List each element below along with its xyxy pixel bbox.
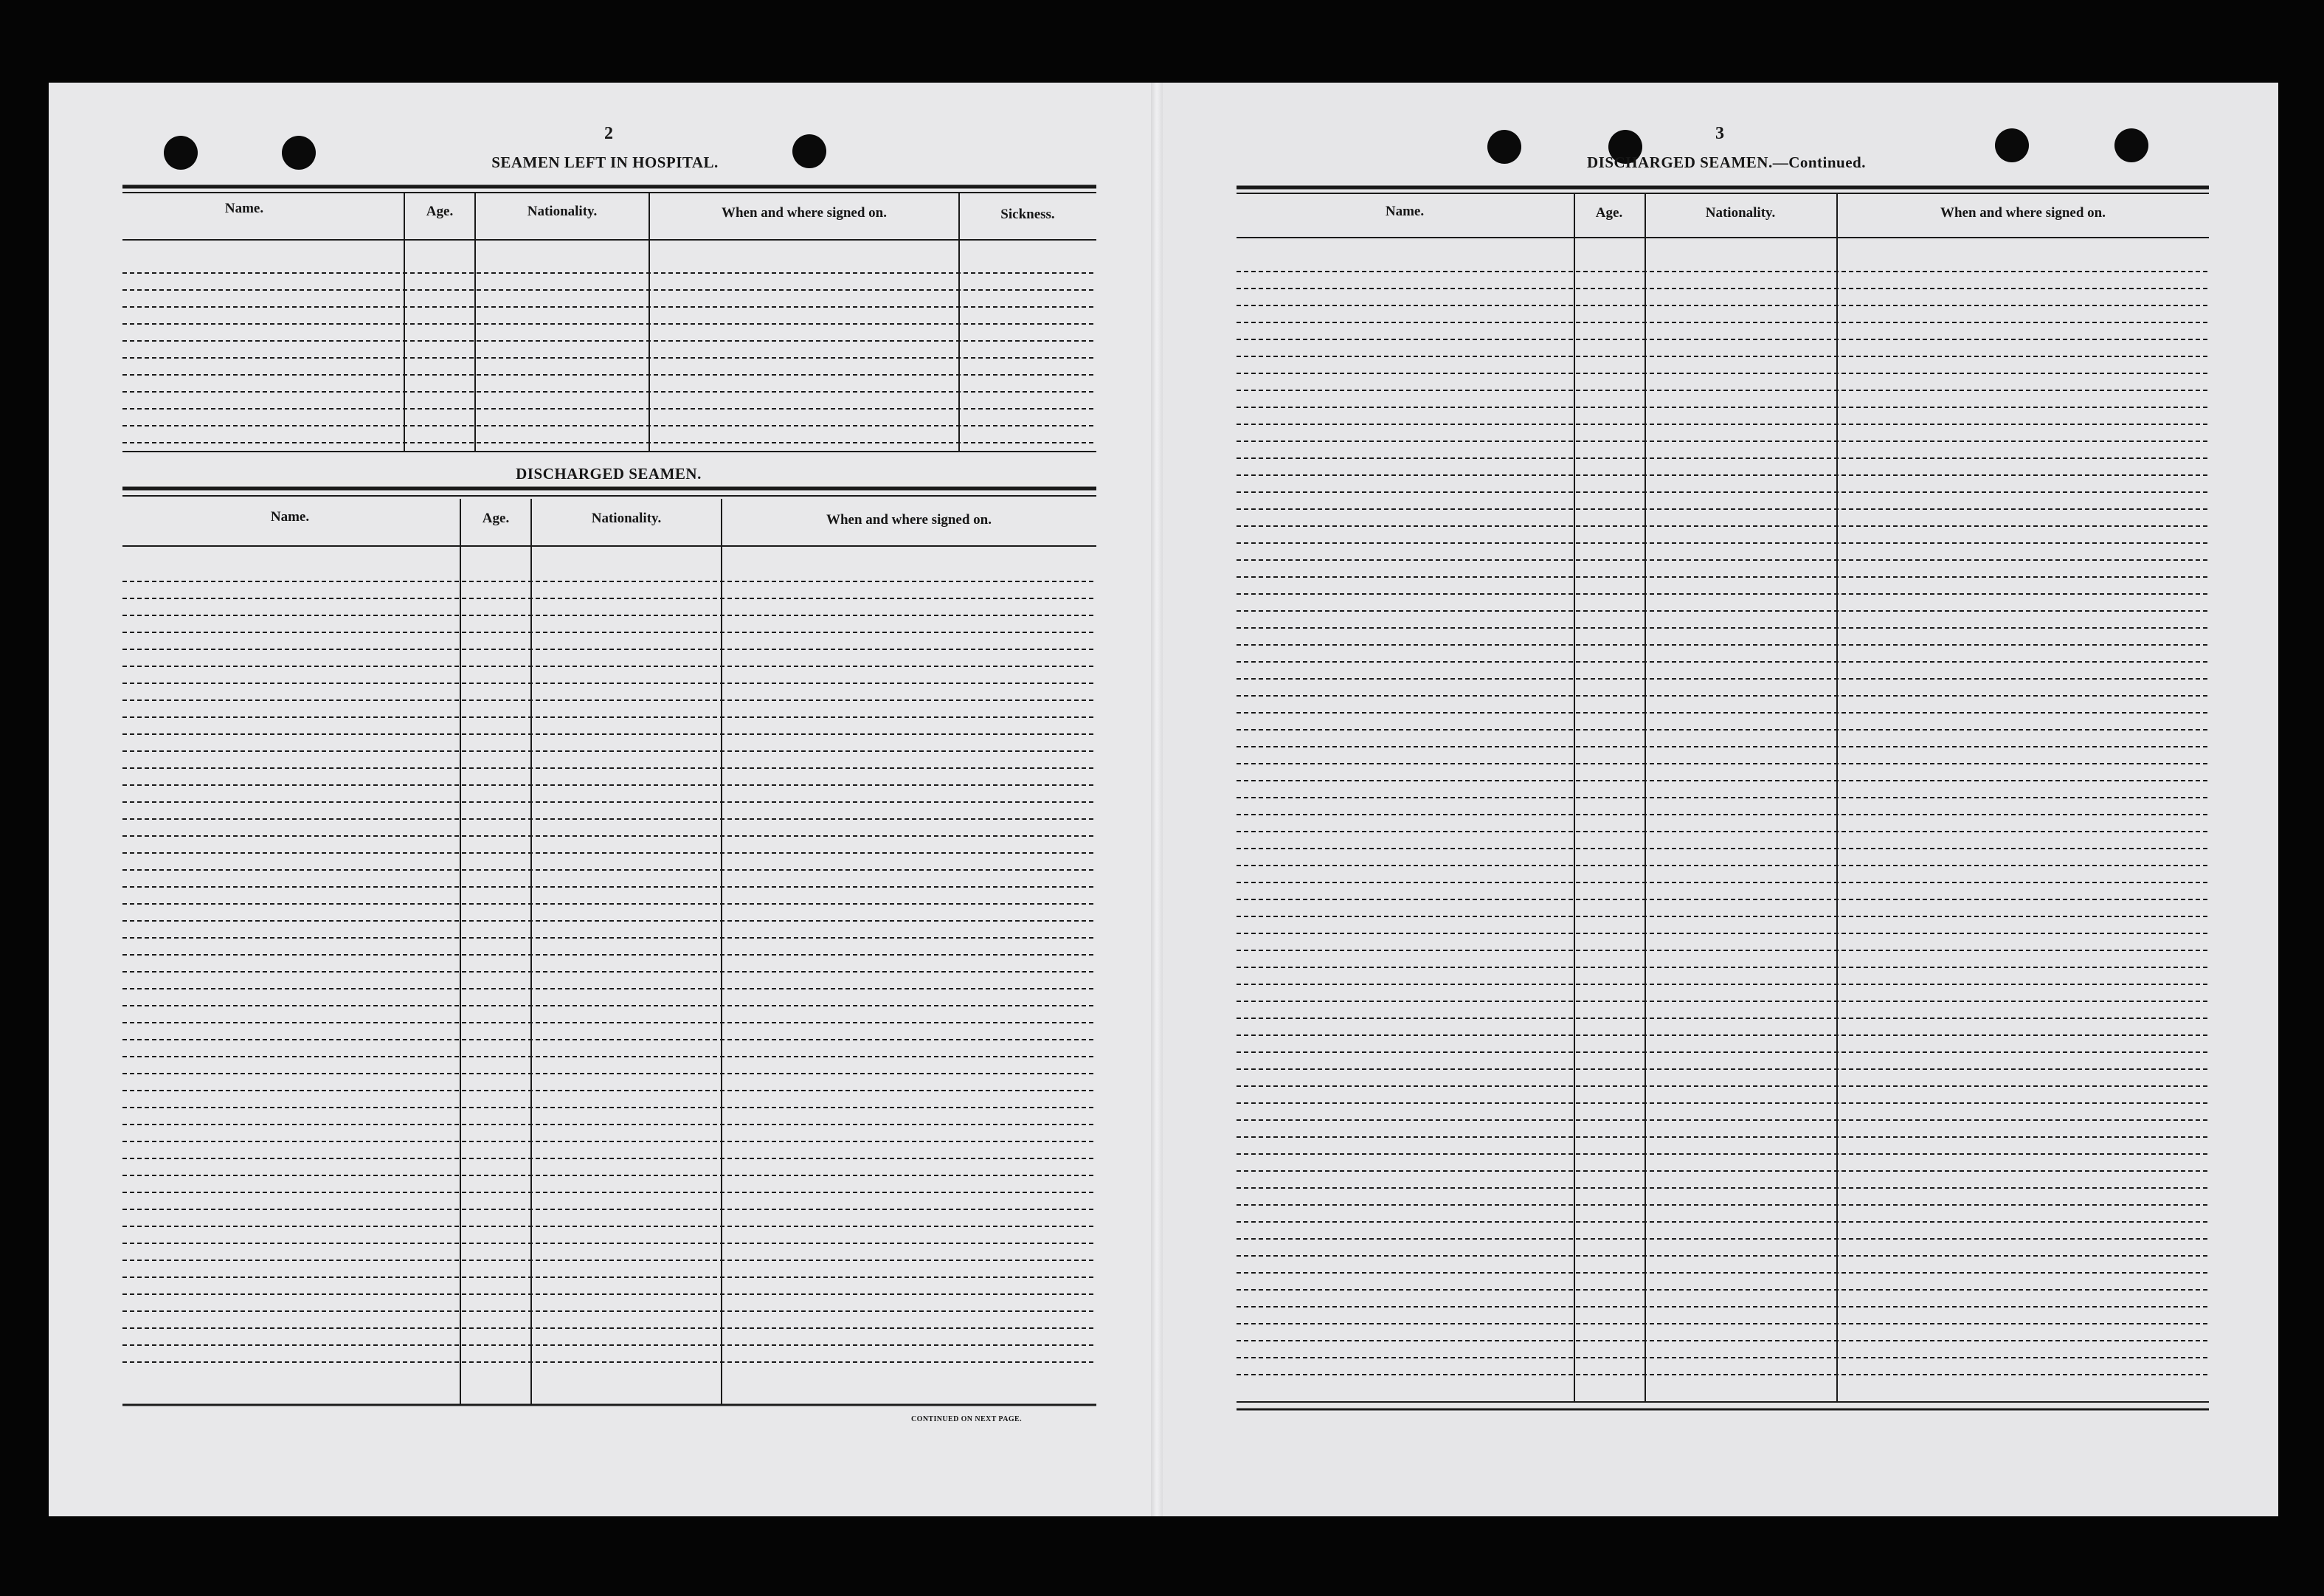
hospital-section-title: SEAMEN LEFT IN HOSPITAL. (491, 153, 719, 171)
discharged-col-age: Age. (482, 511, 510, 526)
right-col-age: Age. (1595, 205, 1623, 221)
discharged-col-nationality: Nationality. (591, 511, 662, 526)
discharged-col-signed-on: When and where signed on. (826, 512, 992, 528)
page-number-left: 2 (604, 124, 613, 143)
discharged-continued-title: DISCHARGED SEAMEN.—Continued. (1587, 153, 1866, 171)
right-col-name: Name. (1385, 204, 1425, 219)
continued-note: CONTINUED ON NEXT PAGE. (911, 1415, 1022, 1423)
hospital-col-nationality: Nationality. (527, 204, 598, 219)
hospital-col-name: Name. (224, 201, 264, 216)
discharged-col-name: Name. (270, 509, 310, 525)
hospital-col-signed-on: When and where signed on. (721, 205, 887, 221)
hospital-col-sickness: Sickness. (1000, 207, 1055, 222)
hospital-col-age: Age. (426, 204, 454, 219)
discharged-section-title: DISCHARGED SEAMEN. (516, 465, 702, 483)
right-col-nationality: Nationality. (1705, 205, 1776, 221)
right-col-signed-on: When and where signed on. (1940, 205, 2106, 221)
page-number-right: 3 (1715, 124, 1724, 143)
